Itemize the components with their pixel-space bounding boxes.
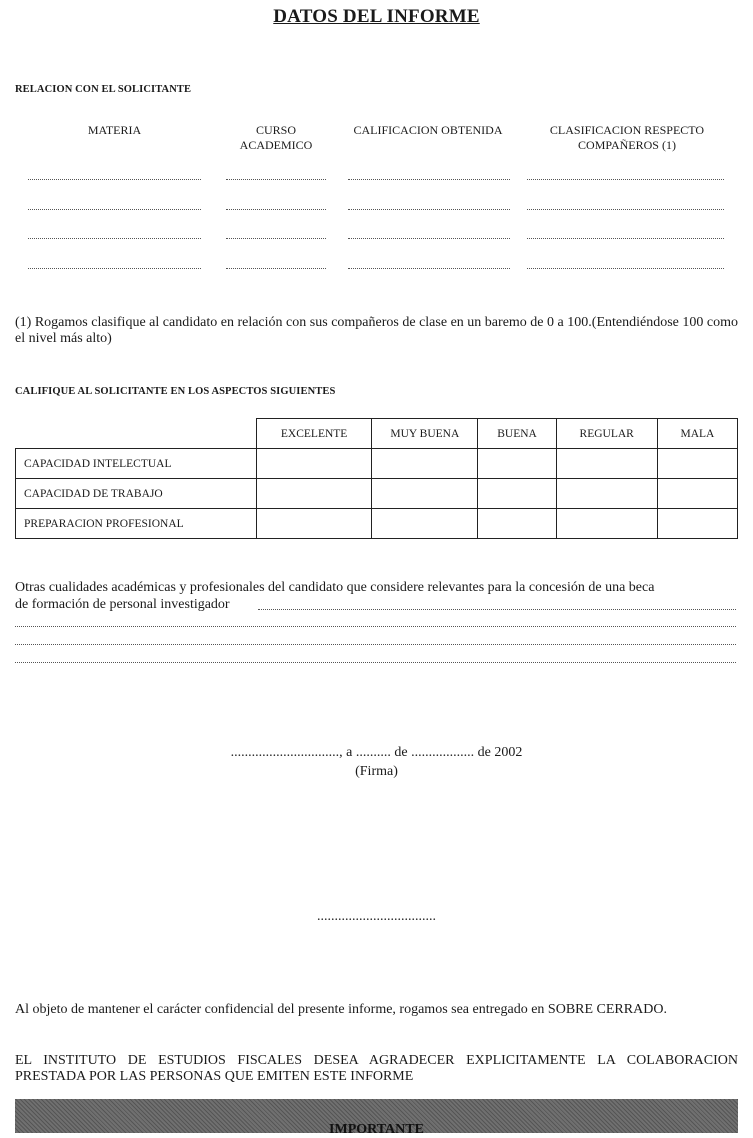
rating-cell[interactable] <box>657 449 737 479</box>
rating-cell[interactable] <box>556 509 657 539</box>
col-excelente: EXCELENTE <box>257 419 372 449</box>
col-mala: MALA <box>657 419 737 449</box>
clasificacion-line-3[interactable] <box>527 238 724 239</box>
clasificacion-line-2[interactable] <box>527 209 724 210</box>
otras-answer-line-1[interactable] <box>258 609 736 610</box>
row-capacidad-intelectual: CAPACIDAD INTELECTUAL <box>16 449 257 479</box>
materia-line-4[interactable] <box>28 268 201 269</box>
firma-label: (Firma) <box>355 764 398 779</box>
rating-cell[interactable] <box>478 449 556 479</box>
rating-cell[interactable] <box>257 509 372 539</box>
otras-answer-line-3[interactable] <box>15 644 736 645</box>
col-clasificacion-respecto: CLASIFICACION RESPECTO COMPAÑEROS (1) <box>549 123 705 152</box>
col-materia: MATERIA <box>87 123 142 137</box>
curso-line-1[interactable] <box>226 179 326 180</box>
curso-line-4[interactable] <box>226 268 326 269</box>
calificacion-line-1[interactable] <box>348 179 510 180</box>
document-title: DATOS DEL INFORME <box>273 6 480 27</box>
rating-cell[interactable] <box>372 449 478 479</box>
table-row <box>16 509 738 539</box>
col-calificacion-obtenida: CALIFICACION OBTENIDA <box>353 123 503 137</box>
footnote-1: (1) Rogamos clasifique al candidato en relación con sus compañeros de clase en un baremo de 0 a 100.(Entendiéndose 100 como el nivel más alto) <box>15 315 738 346</box>
confidencial-paragraph: Al objeto de mantener el carácter confidencial del presente informe, rogamos sea entregado en SOBRE CERRADO. <box>15 1002 667 1017</box>
col-curso-academico: CURSO ACADEMICO <box>239 123 313 152</box>
curso-line-3[interactable] <box>226 238 326 239</box>
calificacion-line-2[interactable] <box>348 209 510 210</box>
fecha-line: ..............................., a .......... de .................. de 2002 <box>230 745 523 760</box>
row-capacidad-trabajo: CAPACIDAD DE TRABAJO <box>16 479 257 509</box>
rating-cell[interactable] <box>657 509 737 539</box>
footer-band-text: IMPORTANTE <box>329 1122 424 1137</box>
curso-line-2[interactable] <box>226 209 326 210</box>
rating-cell[interactable] <box>556 479 657 509</box>
col-muy-buena: MUY BUENA <box>372 419 478 449</box>
clasificacion-line-4[interactable] <box>527 268 724 269</box>
calificacion-line-4[interactable] <box>348 268 510 269</box>
otras-answer-line-4[interactable] <box>15 662 736 663</box>
rating-cell[interactable] <box>478 479 556 509</box>
rating-cell[interactable] <box>556 449 657 479</box>
rating-corner <box>16 419 257 449</box>
rating-cell[interactable] <box>372 479 478 509</box>
materia-line-2[interactable] <box>28 209 201 210</box>
agradecimiento-paragraph: EL INSTITUTO DE ESTUDIOS FISCALES DESEA AGRADECER EXPLICITAMENTE LA COLABORACION PRESTADA POR LAS PERSONAS QUE EMITEN ESTE INFORME <box>15 1053 738 1084</box>
otras-answer-line-2[interactable] <box>15 626 736 627</box>
otras-line-1: Otras cualidades académicas y profesionales del candidato que considere relevantes para la concesión de una beca <box>15 580 655 595</box>
relacion-heading: RELACION CON EL SOLICITANTE <box>15 84 192 95</box>
rating-cell[interactable] <box>372 509 478 539</box>
otras-line-2: de formación de personal investigador <box>15 597 230 612</box>
clasificacion-line-1[interactable] <box>527 179 724 180</box>
signature-line[interactable]: .................................. <box>317 909 436 924</box>
califique-heading: CALIFIQUE AL SOLICITANTE EN LOS ASPECTOS SIGUIENTES <box>15 386 336 397</box>
table-row <box>16 479 738 509</box>
calificacion-line-3[interactable] <box>348 238 510 239</box>
rating-table <box>15 418 738 539</box>
materia-line-3[interactable] <box>28 238 201 239</box>
rating-header-row <box>16 419 738 449</box>
materia-line-1[interactable] <box>28 179 201 180</box>
rating-cell[interactable] <box>478 509 556 539</box>
col-regular: REGULAR <box>556 419 657 449</box>
col-buena: BUENA <box>478 419 556 449</box>
rating-cell[interactable] <box>257 449 372 479</box>
rating-cell[interactable] <box>657 479 737 509</box>
table-row <box>16 449 738 479</box>
row-preparacion-profesional: PREPARACION PROFESIONAL <box>16 509 257 539</box>
rating-cell[interactable] <box>257 479 372 509</box>
